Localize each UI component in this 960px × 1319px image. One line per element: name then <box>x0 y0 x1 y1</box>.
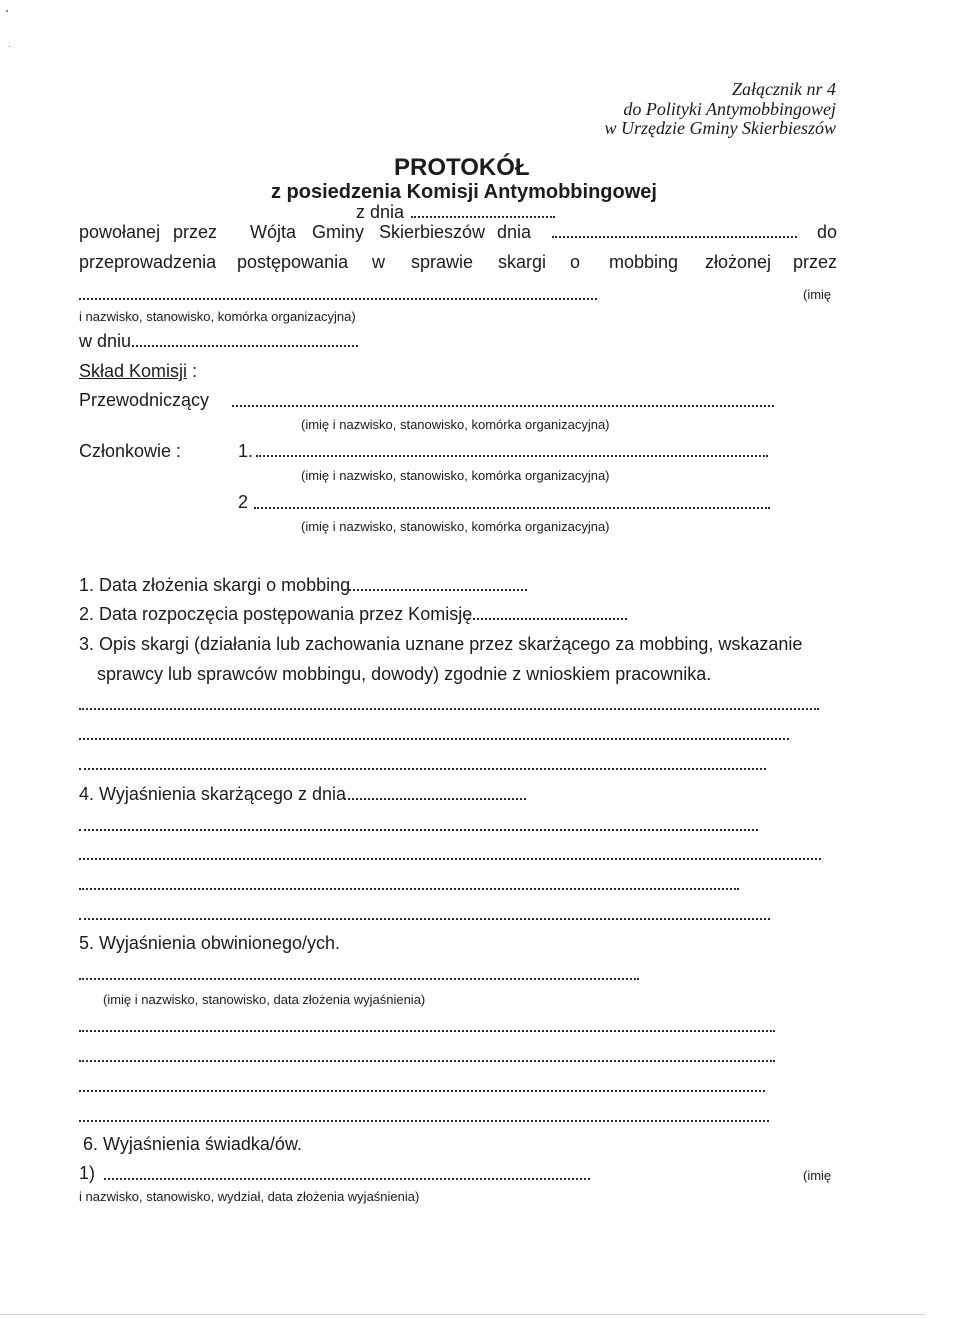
section-5-answer-line <box>79 1030 775 1032</box>
section-4-dotted-line <box>344 798 526 800</box>
date-label: z dnia <box>356 202 405 222</box>
intro-word: Gminy <box>312 222 365 242</box>
scan-speck <box>6 10 8 12</box>
annex-line-1: Załącznik nr 4 <box>731 79 836 99</box>
intro-word: Skierbieszów <box>379 222 486 242</box>
intro-word: złożonej <box>705 252 772 272</box>
witness-hint: i nazwisko, stanowisko, wydział, data złożenia wyjaśnienia) <box>79 1189 420 1204</box>
intro-word: do <box>817 222 838 242</box>
intro-date-dotted-line <box>552 236 797 238</box>
intro-word: postępowania <box>237 252 349 272</box>
chair-label: Przewodniczący <box>79 390 210 410</box>
section-4-answer-line <box>79 918 770 920</box>
chair-hint: (imię i nazwisko, stanowisko, komórka organizacyjna) <box>301 417 610 432</box>
complainant-hint-start: (imię <box>803 287 832 302</box>
section-3-label: 3. Opis skargi (działania lub zachowania uznane przez skarżącego za mobbing, wskazanie <box>79 634 803 654</box>
intro-word: mobbing <box>609 252 679 272</box>
intro-word: powołanej <box>79 222 161 242</box>
member-2-hint: (imię i nazwisko, stanowisko, komórka organizacyjna) <box>301 519 610 534</box>
committee-heading: Skład Komisji : <box>79 361 198 381</box>
document-title: PROTOKÓŁ <box>394 154 530 181</box>
section-5-answer-line <box>79 1120 769 1122</box>
member-1-number: 1. <box>238 441 254 461</box>
scan-bottom-line <box>0 1314 925 1315</box>
witness-hint-start: (imię <box>803 1168 832 1183</box>
section-4-answer-line <box>79 829 758 831</box>
section-5-label: 5. Wyjaśnienia obwinionego/ych. <box>79 933 340 953</box>
date-dotted-line <box>411 216 555 218</box>
section-3-answer-line <box>79 768 766 770</box>
section-1-dotted-line <box>344 589 527 591</box>
section-4-answer-line <box>79 858 821 860</box>
section-4-label: 4. Wyjaśnienia skarżącego z dnia <box>79 784 346 804</box>
witness-1-number: 1) <box>79 1163 96 1183</box>
section-6-label: 6. Wyjaśnienia świadka/ów. <box>83 1134 302 1154</box>
member-2-number: 2 <box>238 492 249 512</box>
on-day-dotted-line <box>132 345 358 347</box>
intro-word: przez <box>793 252 838 272</box>
on-day-label: w dniu <box>79 331 132 351</box>
section-3-label-cont: sprawcy lub sprawców mobbingu, dowody) zgodnie z wnioskiem pracownika. <box>97 664 712 684</box>
intro-word: skargi <box>498 252 547 272</box>
section-5-answer-line <box>79 1060 775 1062</box>
annex-line-3: w Urzędzie Gminy Skierbieszów <box>604 118 836 138</box>
section-3-answer-line <box>79 708 819 710</box>
section-1-label: 1. Data złożenia skargi o mobbing <box>79 575 351 595</box>
members-label: Członkowie : <box>79 441 182 461</box>
member-1-hint: (imię i nazwisko, stanowisko, komórka organizacyjna) <box>301 468 610 483</box>
intro-word: Wójta <box>250 222 297 242</box>
complainant-dotted-line <box>79 298 597 300</box>
member-2-dotted-line <box>254 507 770 509</box>
annex-line-2: do Polityki Antymobbingowej <box>623 99 836 119</box>
member-1-dotted-line <box>256 455 768 457</box>
section-3-answer-line <box>79 738 789 740</box>
section-5-answer-line <box>79 1090 765 1092</box>
chair-dotted-line <box>232 405 774 407</box>
intro-word: o <box>570 252 581 272</box>
section-2-label: 2. Data rozpoczęcia postępowania przez Komisję <box>79 604 473 624</box>
intro-word: w <box>372 252 385 272</box>
complainant-hint: i nazwisko, stanowisko, komórka organizacyjna) <box>79 309 356 324</box>
intro-word: dnia <box>497 222 532 242</box>
intro-word: przez <box>173 222 218 242</box>
section-2-dotted-line <box>468 618 627 620</box>
section-5-hint: (imię i nazwisko, stanowisko, data złożenia wyjaśnienia) <box>103 992 426 1007</box>
intro-word: przeprowadzenia <box>79 252 217 272</box>
intro-word: sprawie <box>411 252 474 272</box>
section-4-answer-line <box>79 888 739 890</box>
witness-1-dotted-line <box>104 1178 590 1180</box>
scan-speck <box>9 46 10 47</box>
document-subtitle: z posiedzenia Komisji Antymobbingowej <box>271 181 657 203</box>
section-5-name-line <box>79 978 639 980</box>
